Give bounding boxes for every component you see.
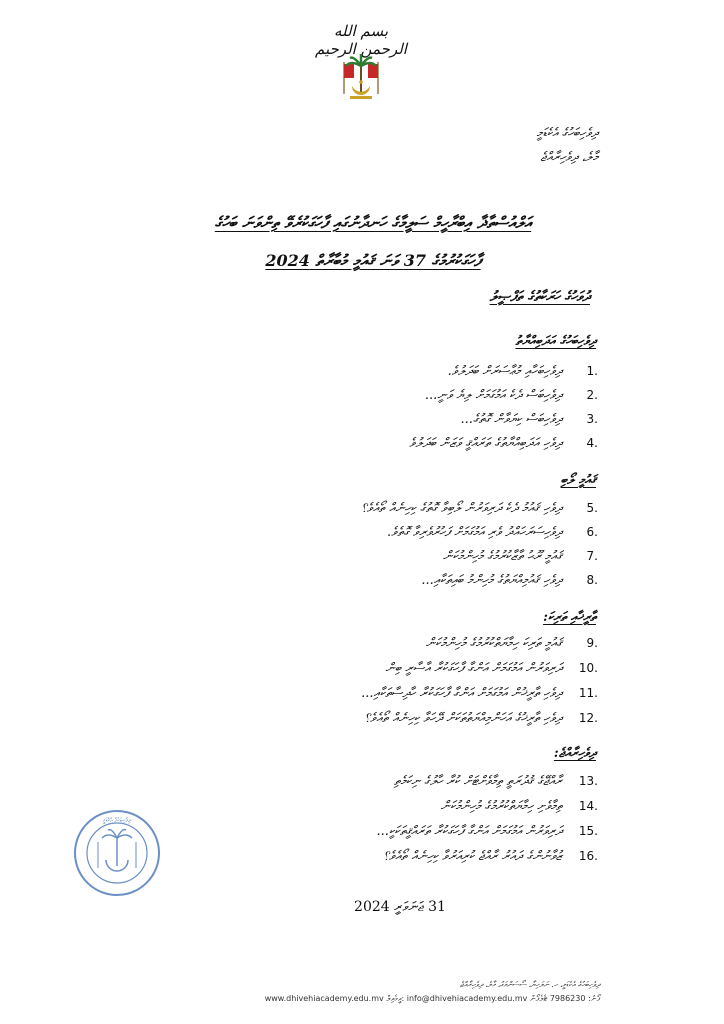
item-number: 3.: [586, 412, 598, 426]
section-heading-history: ތާރީޚާއި ތަރިކަ:: [543, 610, 596, 625]
svg-text:ދިވެހިބަހުގެ އެކެޑަމީ: ދިވެހިބަހުގެ އެކެޑަމީ: [102, 817, 132, 824]
document-title: [160, 204, 586, 280]
item-number: 16.: [578, 849, 598, 863]
item-text: ދިވެހި ޤައުމިއްޔަތުގެ މުހިންމު ބައިތަކާއި...: [421, 573, 562, 588]
list-item: [150, 436, 598, 451]
section-heading-national-love: ޤައުމީ ލޯބި: [560, 473, 596, 488]
list-item: [150, 388, 598, 403]
footer-phone-label: ފޯނު:: [588, 994, 600, 1003]
item-text: ރާއްޖޭގެ ޤުދުރަތީ ތިމާވެށްޓަށް ކުރާ ހާލުގެ ނިކަމެތި: [393, 774, 562, 789]
list-item: [150, 549, 598, 564]
item-text: ދިވެހިބަސް ދެކެ އަމުގަމަށް ލިޔެ ވަނީ...: [424, 388, 562, 403]
item-number: 4.: [586, 436, 598, 450]
footer-website[interactable]: www.dhivehiacademy.edu.mv: [264, 994, 384, 1003]
list-item: [150, 525, 598, 540]
org-name: ދިވެހިބަހުގެ އެކެޑަމީ: [536, 126, 598, 141]
list-item: [150, 686, 598, 701]
program-heading: ދުވަހުގެ ހަރަކާތުގެ ތަފްޞީލު: [489, 289, 590, 305]
item-text: ދަރިވަރުން އަމުގަމަށް އަންގާ ފާހަގަކުރާ ތަރައްޤީތަކަކީ...: [376, 824, 562, 839]
item-text: ދިވެހިބަހާއި މުޢާސަރަށް ބަދަލުވެ.: [447, 364, 562, 379]
list-item: [150, 711, 598, 726]
item-number: 7.: [586, 549, 598, 563]
section-heading-maldives: ދިވެހިރާއްޖެ:: [553, 746, 596, 761]
item-text: ދިވެހި އަދަބިއްޔާތުގެ ތަރައްޤީ ވަޒަން ބަދަލުވެ: [409, 436, 562, 451]
item-number: 11.: [578, 686, 598, 700]
list-item: [150, 501, 598, 516]
footer-address: ދިވެހިބަހުގެ އެކެޑަމީ، ހ. ނަލަހިޔާ، ސޯސަންމަގު، މާލެ، ދިވެހިރާއްޖެ: [459, 980, 600, 989]
section-heading-literature: ދިވެހިބަހުގެ އަދަބިއްޔާތު: [515, 334, 596, 349]
national-emblem-icon: [336, 52, 386, 108]
title-line-2: ފާހަގަކުރުމުގެ 37 ވަނަ ޤައުމީ މުބާރާތް 2024: [265, 251, 481, 270]
list-item: [150, 824, 598, 839]
item-number: 1.: [586, 364, 598, 378]
item-number: 6.: [586, 525, 598, 539]
list-item: [150, 661, 598, 676]
footer-office-label: ޓެލެފޯން: [529, 994, 548, 1003]
item-number: 14.: [578, 799, 598, 813]
list-item: [150, 799, 598, 814]
item-text: ޤައުމީ ރޫޙު ތާޒާކުރުމުގެ މުހިންމުކަން: [443, 549, 562, 564]
item-text: ދިވެހިބަސް ކިޔަވާން ގޮތުގެ...: [460, 412, 562, 427]
academy-seal-icon: [72, 808, 162, 902]
item-number: 13.: [578, 774, 598, 788]
footer-email-label: އީމެއިލް:: [386, 994, 405, 1003]
bismillah-calligraphy: بسم الله الرحمن الرحيم: [315, 22, 407, 58]
item-text: ދިވެހިސަރަހައްދު ވެރި އަމުގަމަށް ފަހުރުވެރިވާ ގޮތެވެ.: [386, 525, 562, 540]
item-number: 10.: [578, 661, 598, 675]
item-text: ޤައުމީ ތަރިކަ ހިމާޔަތްކުރުމުގެ މުހިންމުކަން: [425, 636, 562, 651]
item-text: ޒުވާނުންގެ ދައުރު ރާއްޖެ ކުރިއަރުވާ ކިހިނެއް ތޯއެވެ؟: [383, 849, 562, 864]
footer-phone: 7986230: [549, 994, 586, 1003]
list-item: [150, 636, 598, 651]
document-date: 31 ޖަނަވަރީ 2024: [354, 899, 446, 915]
list-item: [150, 412, 598, 427]
footer-contact: [150, 994, 600, 1004]
item-number: 12.: [578, 711, 598, 725]
org-location: މާލެ، ދިވެހިރާއްޖެ: [540, 150, 598, 165]
item-number: 8.: [586, 573, 598, 587]
item-number: 9.: [586, 636, 598, 650]
list-item: [150, 364, 598, 379]
item-number: 2.: [586, 388, 598, 402]
item-text: ދަރިވަރުން އަމުގަމަށް އަންގާ ފާހަގަކުރާ އާސާރީ ބިން: [385, 661, 562, 676]
list-item: [150, 774, 598, 789]
list-item: [150, 573, 598, 588]
title-line-1: އަލްއުސްތާޛާ އިބްރާހީމް ސަލީމާގެ ހަނދާނުގައި ފާހަގަކުރެވޭ ތިންވަނަ ބަހުގެ: [214, 213, 532, 232]
list-item: [150, 849, 598, 864]
item-text: ދިވެހި ތާރީޚުގެ އަހަންމިއްޔަތުތަކަށް ދޭހަވާ ކިހިނެއް ތޯއެވެ؟: [364, 711, 562, 726]
item-text: ދިވެހި ޤައުމު ދެކެ ދަރިވަރުން ލޯބިވާ ގޮތުގެ ކިހިނެއް ތޯއެވެ؟: [360, 501, 562, 516]
item-number: 15.: [578, 824, 598, 838]
item-number: 5.: [586, 501, 598, 515]
item-text: ތިމާވެށި ހިމާޔަތްކުރުމުގެ މުހިންމުކަން: [440, 799, 562, 814]
item-text: ދިވެހި ތާރީޚުން އަމުގަމަށް އަންގާ ފާހަގަކުރާ ހާދިސާތަކާއި...: [361, 686, 562, 701]
organization-address-block: [470, 122, 598, 170]
footer-email[interactable]: info@dhivehiacademy.edu.mv: [406, 994, 528, 1003]
